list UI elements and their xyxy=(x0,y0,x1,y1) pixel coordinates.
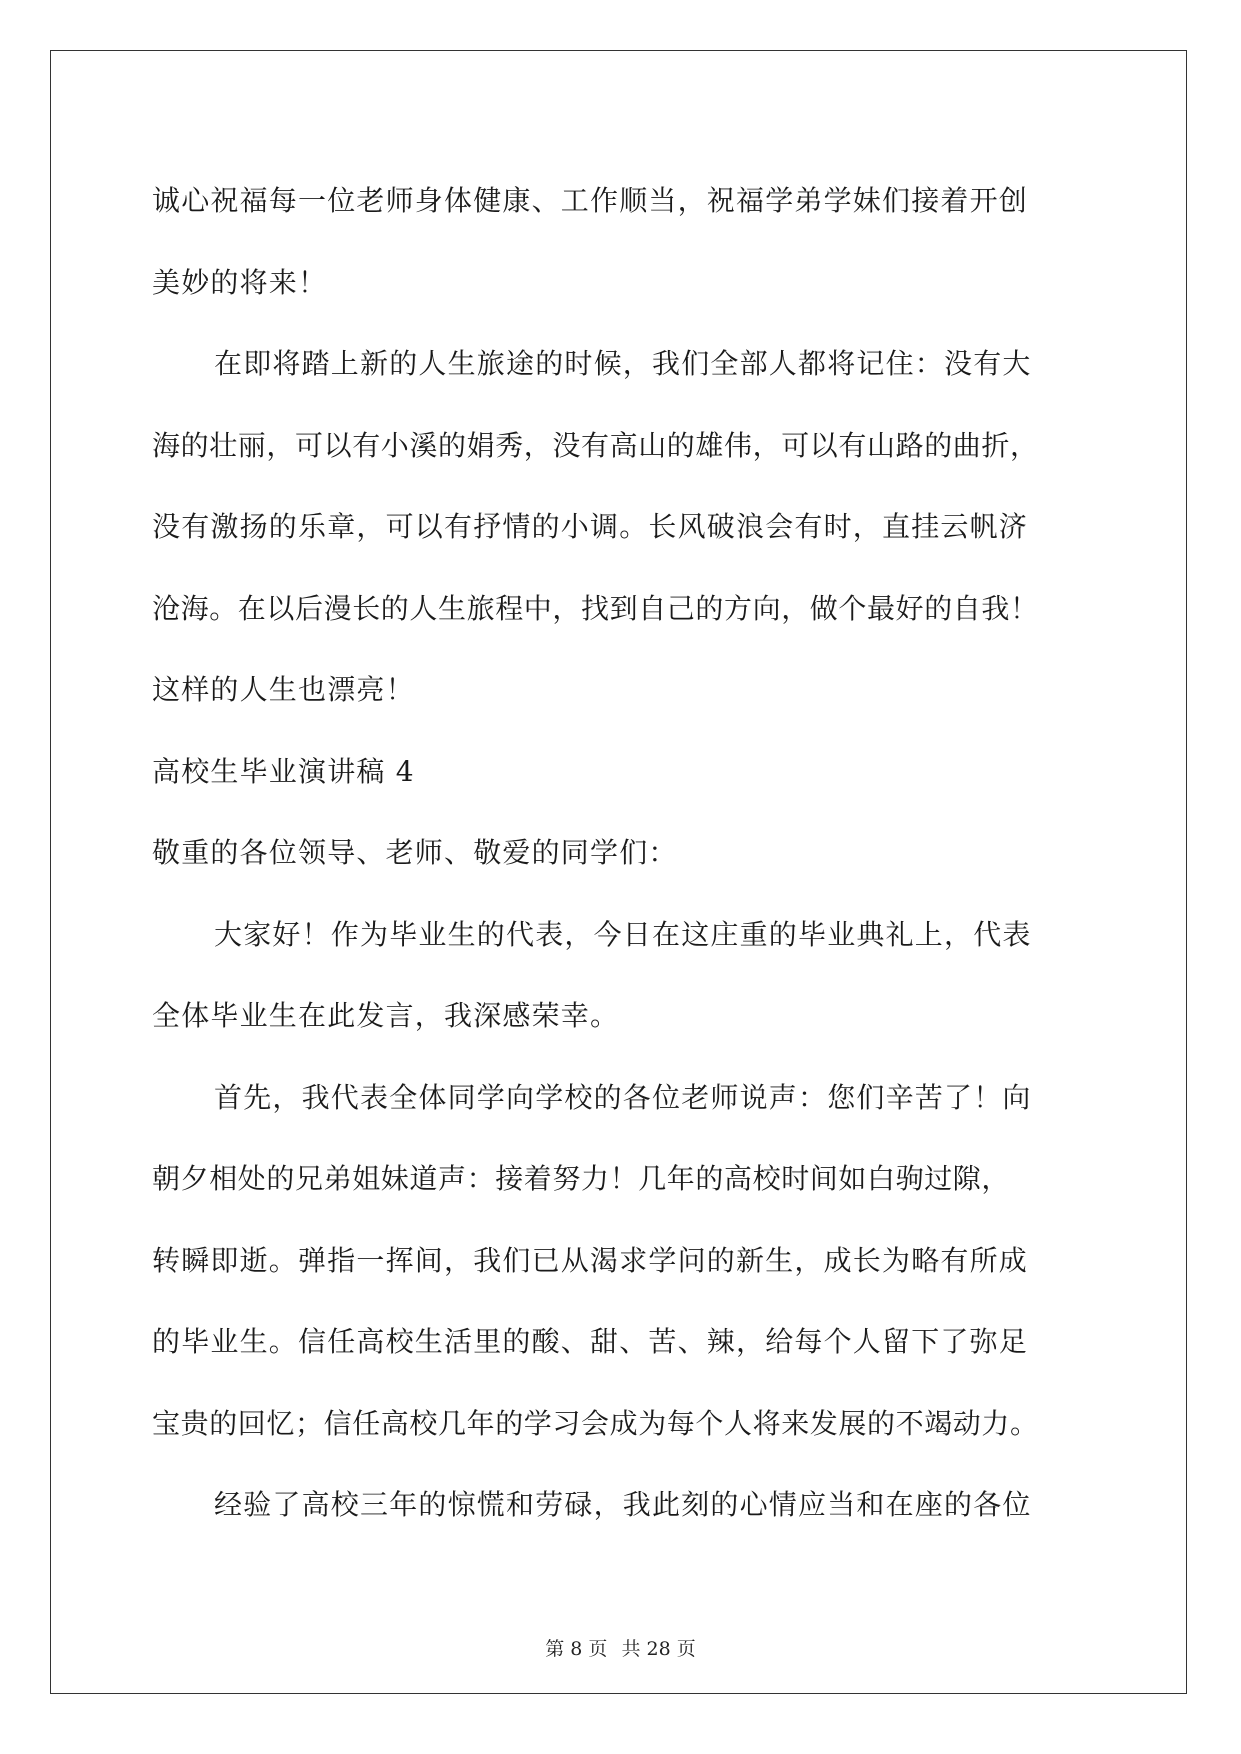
page-total: 共 28 页 xyxy=(621,1638,696,1660)
text-line-6: 沧海。在以后漫长的人生旅程中，找到自己的方向，做个最好的自我！ xyxy=(152,591,1039,625)
text-line-16: 宝贵的回忆；信任高校几年的学习会成为每个人将来发展的不竭动力。 xyxy=(152,1406,1039,1440)
text-line-3: 在即将踏上新的人生旅途的时候，我们全部人都将记住：没有大 xyxy=(214,347,1032,380)
text-line-5: 没有激扬的乐章，可以有抒情的小调。长风破浪会有时，直挂云帆济 xyxy=(152,510,1029,543)
text-line-14: 转瞬即逝。弹指一挥间，我们已从渴求学问的新生，成长为略有所成 xyxy=(152,1243,1029,1277)
text-line-12: 首先，我代表全体同学向学校的各位老师说声：您们辛苦了！向 xyxy=(214,1080,1032,1114)
text-line-1: 诚心祝福每一位老师身体健康、工作顺当，祝福学弟学妹们接着开创 xyxy=(152,184,1029,217)
text-line-2: 美妙的将来！ xyxy=(152,265,328,299)
text-line-15: 的毕业生。信任高校生活里的酸、甜、苦、辣，给每个人留下了弥足 xyxy=(152,1325,1029,1358)
text-line-4: 海的壮丽，可以有小溪的娟秀，没有高山的雄伟，可以有山路的曲折， xyxy=(152,428,1039,462)
text-line-7: 这样的人生也漂亮！ xyxy=(152,673,415,706)
document-body xyxy=(152,160,1097,1546)
text-line-17: 经验了高校三年的惊慌和劳碌，我此刻的心情应当和在座的各位 xyxy=(214,1488,1032,1521)
salutation: 敬重的各位领导、老师、敬爱的同学们： xyxy=(152,836,678,869)
page-footer xyxy=(0,1634,1241,1661)
text-line-11: 全体毕业生在此发言，我深感荣幸。 xyxy=(152,999,620,1032)
text-line-13: 朝夕相处的兄弟姐妹道声：接着努力！几年的高校时间如白驹过隙， xyxy=(152,1162,1011,1195)
page-number: 第 8 页 xyxy=(545,1638,608,1660)
section-heading: 高校生毕业演讲稿 4 xyxy=(152,754,415,788)
text-line-10: 大家好！作为毕业生的代表，今日在这庄重的毕业典礼上，代表 xyxy=(214,917,1032,951)
